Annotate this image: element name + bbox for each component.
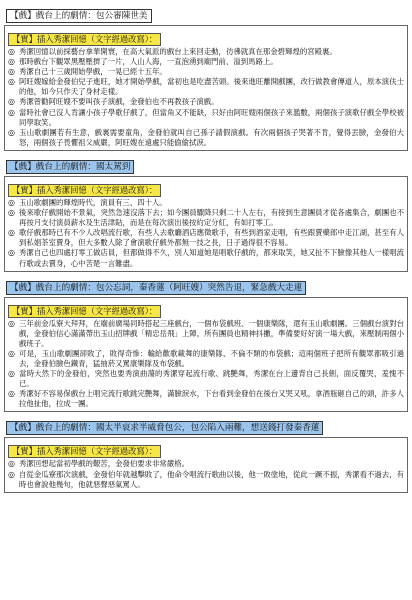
section-box: [4, 437, 408, 492]
bullet-item: ◎ 秀潔自己也四處打零工做店員，但都做得不久，別人知道她是唱歌仔戲的，都來取笑，她又扯不下臉像其他人一樣唱流行歌或去賣身，心中苦楚一言難盡。: [8, 248, 404, 268]
bullet-icon: ◎: [8, 127, 15, 137]
bullet-item: ◎ 阿旺嫂嫁給金發伯兒子進旺，她才開始學戲，當初也是吃盡苦頭。後來進旺離開戲團，改行做教會傳道人，原本演伕士的他，如今只作天了身材走樣。: [8, 77, 404, 97]
document: [4, 3, 408, 493]
bullet-item: ◎ 自從金瓜寮那次演戲，金發伯年就越擊敗了，他命令唱流行歌曲以後，他一敗塗地，從此一蹶不振，秀潔看不過去，有時也會說他幾句，他就惡聲惡氣罵人。: [8, 469, 404, 489]
bullet-icon: ◎: [8, 369, 15, 379]
bullet-item: ◎ 當時大然下的金發伯，突然也要秀演曲蕩的秀潔穿起流行歌、跳艷舞，秀潔在台上邊背自己長劍，面反覆哭，羞愧不已。: [8, 369, 404, 389]
bullet-item: ◎ 秀潔好不容易保戲台上唱完流行歌跳完艷舞，滿臉淚水，下台看到金發伯在後台又哭又吼，拿酒瓶砸自己的頭，許多人拉他扯他，拉成一團。: [8, 389, 404, 409]
bullet-item: ◎ 玉山歌劇團的輝煌時代，演員有三、四十人。: [8, 197, 167, 207]
section-header: 【戲】戲台上的劇情：國太駕到: [6, 160, 134, 174]
bullet-item: ◎ 三年前金瓜寮大拜拜，在廟前廣場同時搭起三座戲台，一個布袋戲班、一個康樂隊，還有玉山歌劇團。三個戲台演對台戲，金發伯信心滿滿帶出玉山招牌戲「精忠岳飛」上陣，所有團員也精神抖擻，準備要好好演一場大戲，來壓制兩個小戲班子。: [8, 318, 404, 348]
bullet-item: ◎ 秀潔回想起當初學戲的艱苦，金發伯要求非常嚴格。: [8, 459, 189, 469]
bullet-item: ◎ 玉山歌劇團若有生意，戲裏需要童角，金發伯就叫自己孫子請假演戲。有次兩個孩子哭著不肯，覺得丟臉，金發伯大怒，兩個孩子畏懼祖父威嚴，阿旺嫂在遠處只能偷偷拭淚。: [8, 127, 404, 147]
subheading: 【實】插入秀潔回憶（文字經過改寫）：: [8, 33, 161, 46]
bullet-icon: ◎: [8, 77, 15, 87]
bullet-icon: ◎: [8, 469, 15, 479]
bullet-icon: ◎: [8, 97, 15, 107]
bullet-item: ◎ 秀潔曾勸阿旺嫂不要叫孩子演戲，金發伯也不再教孩子演戲。: [8, 97, 219, 107]
bullet-icon: ◎: [8, 318, 15, 328]
bullet-item: ◎ 當時社會已沒人肯讓小孩子學歌仔戲了，但當角又不能缺，只好由阿旺嫂兩個孩子來濫數，兩個孩子演歌仔戲全學校被同學取笑。: [8, 107, 404, 127]
section-box: [4, 176, 408, 272]
bullet-item: ◎ 秀潔自己十三歲開始學戲，一晃已經十五年。: [8, 67, 167, 77]
bullet-icon: ◎: [8, 208, 15, 218]
bullet-icon: ◎: [8, 459, 15, 469]
section-header: 【戲】戲台上的劇情：包公審陳世美: [6, 9, 152, 23]
bullet-item: ◎ 歌仔戲那時已有不少人改唱流行歌，有些人去歌廳酒店應徵歌手，有些到酒家走唱，有些跟賣藥郎中走江湖，甚至有人到私娼茶室賣身，但大多數人除了會演歌仔戲外都無一技之長，日子過得很不容易。: [8, 228, 404, 248]
bullet-icon: ◎: [8, 197, 15, 207]
bullet-icon: ◎: [8, 107, 15, 117]
bullet-icon: ◎: [8, 228, 15, 238]
bullet-icon: ◎: [8, 67, 15, 77]
section-header: 【戲】戲台上的劇情：包公忘詞，秦香蓮（阿旺嫂）突然告退，緊急戲大走連: [6, 281, 306, 295]
section-box: [4, 25, 408, 151]
bullet-icon: ◎: [8, 348, 15, 358]
bullet-icon: ◎: [8, 389, 15, 399]
bullet-item: ◎ 那時戲台下觀眾黑壓壓擠了一片，人山人海，一直泡湧到廟門前，溢到馬路上。: [8, 57, 278, 67]
section-header: 【戲】戲台上的劇情：國太半哀求半威脅包公，包公陷入兩難，想送錢打發秦香蓮: [6, 421, 323, 435]
subheading: 【實】插入秀潔回憶（文字經過改寫）：: [8, 184, 161, 197]
bullet-item: ◎ 可是，玉山歌劇團卻敗了，敗得奇慘：輸給歡歌載舞的康樂隊、不倫不類的布袋戲；這兩個班子把所有觀眾都吸引過去，金發伯臉色鐵青，猛抽菸又罵康樂隊及布袋戲。: [8, 348, 404, 368]
subheading: 【實】插入秀潔回憶（文字經過改寫）：: [8, 445, 161, 458]
bullet-icon: ◎: [8, 248, 15, 258]
bullet-icon: ◎: [8, 57, 15, 67]
bullet-icon: ◎: [8, 47, 15, 56]
section-box: [4, 297, 408, 413]
subheading: 【實】插入秀潔回憶（文字經過改寫）：: [8, 305, 161, 318]
bullet-item: ◎ 秀潔回憶以前採藝台拿華開寰，在高大氣派的戲台上來回走動，彷彿就真在那金碧輝煌的宮殿裏。: [8, 47, 337, 56]
bullet-item: ◎ 後來歌仔戲開始不景氣，突然急速沒落下去；如今團員驟降只剩二十人左右，有接到生意團員才從各處集合，劇團也不再按月支付演員薪水及生活津貼，而是在每次演出後按約定分紅，有如打零工。: [8, 208, 404, 228]
